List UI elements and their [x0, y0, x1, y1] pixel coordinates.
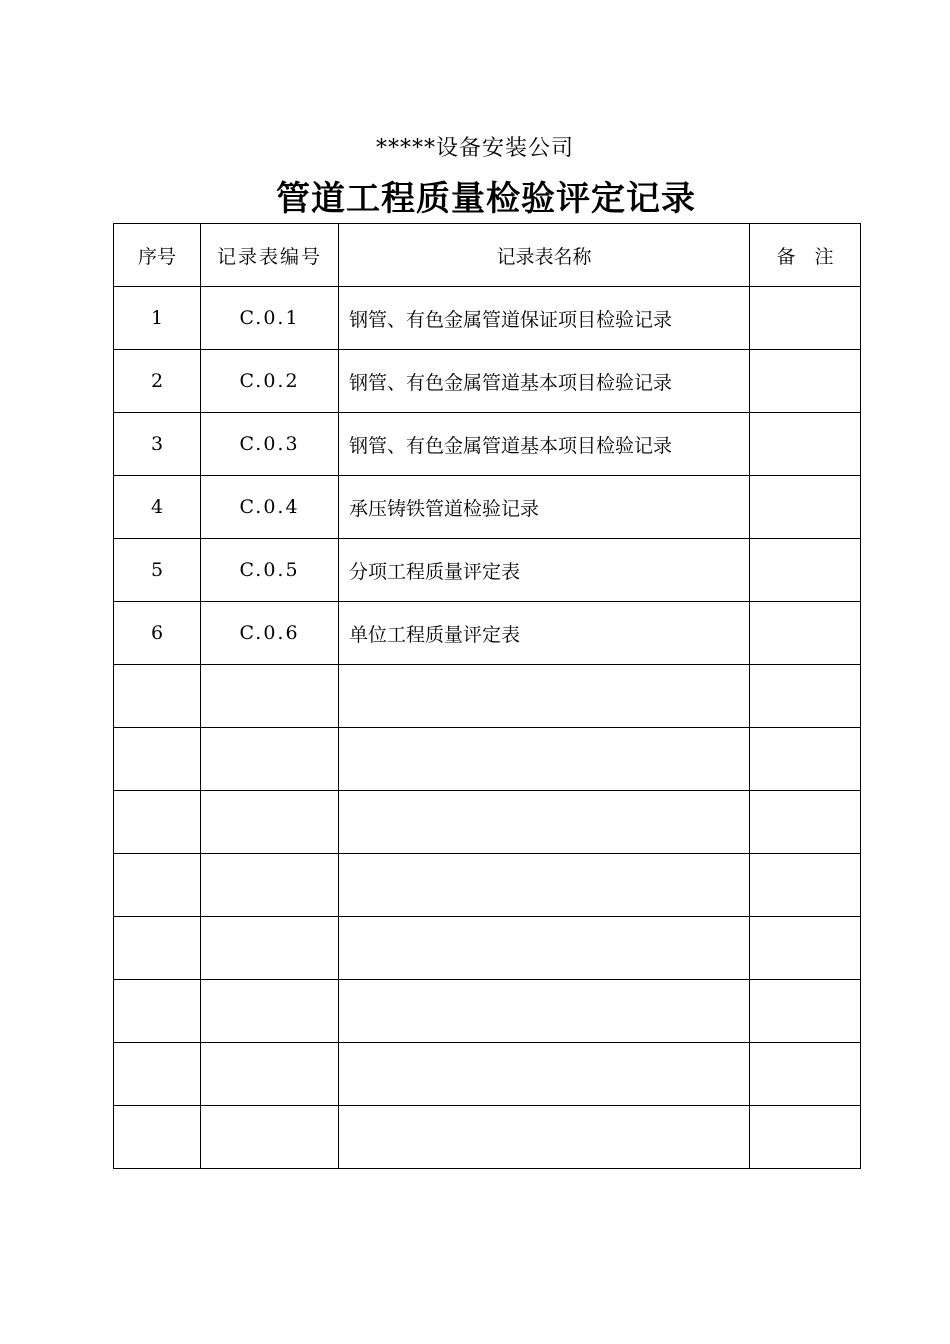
cell-code [201, 917, 339, 980]
document-title: 管道工程质量检验评定记录 [276, 179, 696, 219]
cell-remark [750, 539, 861, 602]
cell-no [114, 728, 201, 791]
cell-name: 分项工程质量评定表 [339, 539, 750, 602]
cell-no [114, 665, 201, 728]
records-table [113, 223, 861, 1169]
table-row [114, 980, 861, 1043]
table-row [114, 476, 861, 539]
cell-remark [750, 287, 861, 350]
table-row [114, 350, 861, 413]
table-row [114, 665, 861, 728]
cell-name [339, 854, 750, 917]
cell-remark [750, 917, 861, 980]
column-header-code: 记录表编号 [201, 224, 339, 287]
cell-name: 钢管、有色金属管道基本项目检验记录 [339, 413, 750, 476]
column-header-name: 记录表名称 [339, 224, 750, 287]
cell-code: C.0.6 [201, 602, 339, 665]
table-row [114, 728, 861, 791]
cell-remark [750, 1043, 861, 1106]
cell-name [339, 665, 750, 728]
cell-remark [750, 350, 861, 413]
table-row [114, 602, 861, 665]
cell-remark [750, 1106, 861, 1169]
cell-code: C.0.3 [201, 413, 339, 476]
cell-code [201, 728, 339, 791]
cell-no: 6 [114, 602, 201, 665]
cell-code: C.0.2 [201, 350, 339, 413]
cell-no: 4 [114, 476, 201, 539]
table-row [114, 791, 861, 854]
cell-remark [750, 980, 861, 1043]
cell-remark [750, 854, 861, 917]
cell-remark [750, 665, 861, 728]
company-name: *****设备安装公司 [375, 136, 574, 161]
cell-remark [750, 791, 861, 854]
cell-name [339, 728, 750, 791]
cell-remark [750, 602, 861, 665]
cell-remark [750, 476, 861, 539]
cell-remark [750, 728, 861, 791]
cell-code [201, 854, 339, 917]
cell-name [339, 1043, 750, 1106]
table-row [114, 287, 861, 350]
table-row [114, 539, 861, 602]
cell-code [201, 791, 339, 854]
cell-name [339, 1106, 750, 1169]
cell-no [114, 854, 201, 917]
cell-code [201, 1043, 339, 1106]
cell-name: 钢管、有色金属管道基本项目检验记录 [339, 350, 750, 413]
cell-code [201, 1106, 339, 1169]
cell-name [339, 791, 750, 854]
cell-no: 2 [114, 350, 201, 413]
cell-no [114, 791, 201, 854]
cell-name: 钢管、有色金属管道保证项目检验记录 [339, 287, 750, 350]
cell-code [201, 665, 339, 728]
cell-remark [750, 413, 861, 476]
table-row [114, 1043, 861, 1106]
cell-code [201, 980, 339, 1043]
cell-code: C.0.5 [201, 539, 339, 602]
table-row [114, 413, 861, 476]
cell-name: 承压铸铁管道检验记录 [339, 476, 750, 539]
cell-no: 3 [114, 413, 201, 476]
cell-name: 单位工程质量评定表 [339, 602, 750, 665]
cell-no: 1 [114, 287, 201, 350]
cell-name [339, 980, 750, 1043]
cell-code: C.0.4 [201, 476, 339, 539]
table-header-row [114, 224, 861, 287]
cell-no [114, 917, 201, 980]
table-row [114, 917, 861, 980]
cell-name [339, 917, 750, 980]
table-row [114, 1106, 861, 1169]
cell-no [114, 1043, 201, 1106]
table-body [114, 287, 861, 1169]
column-header-remark: 备 注 [750, 224, 861, 287]
cell-no: 5 [114, 539, 201, 602]
cell-no [114, 1106, 201, 1169]
table-row [114, 854, 861, 917]
column-header-no: 序号 [114, 224, 201, 287]
cell-no [114, 980, 201, 1043]
cell-code: C.0.1 [201, 287, 339, 350]
